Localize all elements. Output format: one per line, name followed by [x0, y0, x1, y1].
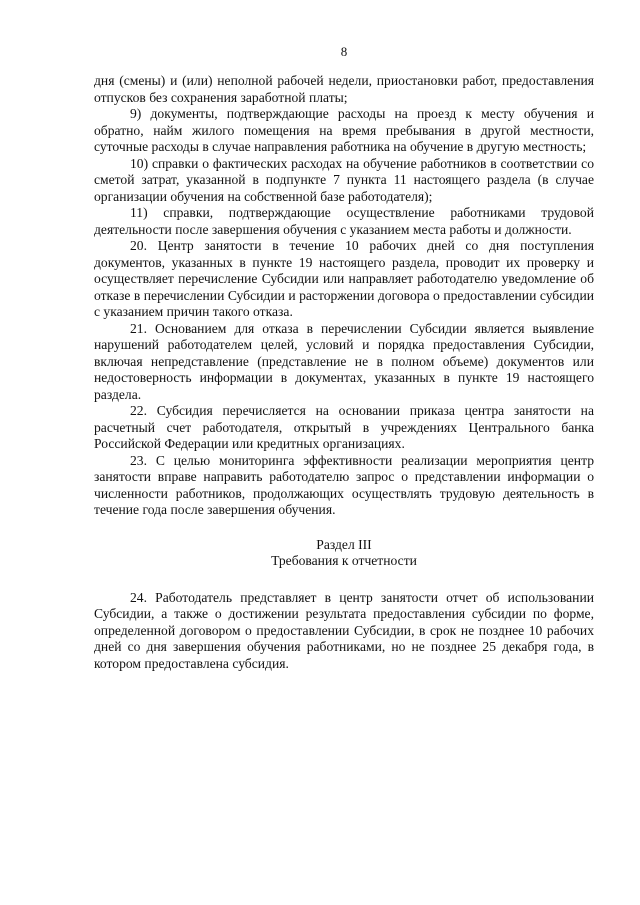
section-number: Раздел III	[316, 536, 372, 552]
paragraph: 22. Субсидия перечисляется на основании приказа центра занятости на расчетный счет работодателя, открытый в учреждениях Центрального банка Российской Федерации или кредитных организациях.	[94, 403, 594, 451]
paragraph: 10) справки о фактических расходах на обучение работников в соответствии со сметой затрат, указанной в подпункте 7 пункта 11 настоящего раздела (в случае организации обучения на собственной базе работодателя);	[94, 155, 594, 204]
paragraphs-after-section	[94, 590, 594, 673]
paragraph: 20. Центр занятости в течение 10 рабочих дней со дня поступления документов, указанных в пункте 19 настоящего раздела, проводит их проверку и осуществляет перечисление Субсидии или направляет работодателю уведомление об отказе в перечислении Субсидии и расторжении договора о предоставлении субсидии с указанием причин такого отказа.	[94, 238, 594, 319]
section-spacer	[94, 570, 594, 590]
document-body	[94, 73, 594, 672]
section-title: Требования к отчетности	[271, 553, 417, 568]
section-heading	[94, 537, 594, 570]
paragraph: 24. Работодатель представляет в центр занятости отчет об использовании Субсидии, а также о достижении результата предоставления субсидии по форме, определенной договором о предоставлении Субсидии, в срок не позднее 10 рабочих дней со дня завершения обучения работниками, но не позднее 25 декабря года, в котором предоставлена субсидия.	[94, 589, 594, 671]
paragraph: дня (смены) и (или) неполной рабочей недели, приостановки работ, предоставления отпусков без сохранения заработной платы;	[94, 73, 594, 105]
page-number: 8	[340, 44, 348, 59]
paragraph: 23. С целью мониторинга эффективности реализации мероприятия центр занятости вправе направить работодателю запрос о представлении информации о численности работников, продолжающих осуществлять трудовую деятельность в течение года после завершения обучения.	[94, 452, 594, 517]
paragraph: 21. Основанием для отказа в перечислении Субсидии является выявление нарушений работодателем целей, условий и порядка предоставления Субсидии, включая непредставление (представление не в полном объеме) документов или недостоверность информации в документах, указанных в пункте 19 настоящего раздела.	[94, 320, 594, 402]
paragraph: 11) справки, подтверждающие осуществление работниками трудовой деятельности после завершения обучения с указанием места работы и должности.	[94, 205, 594, 237]
paragraphs-before-section	[94, 73, 594, 519]
paragraph: 9) документы, подтверждающие расходы на проезд к месту обучения и обратно, найм жилого помещения на время пребывания в другой местности, суточные расходы в случае направления работника на обучение в другую местность;	[94, 106, 594, 154]
